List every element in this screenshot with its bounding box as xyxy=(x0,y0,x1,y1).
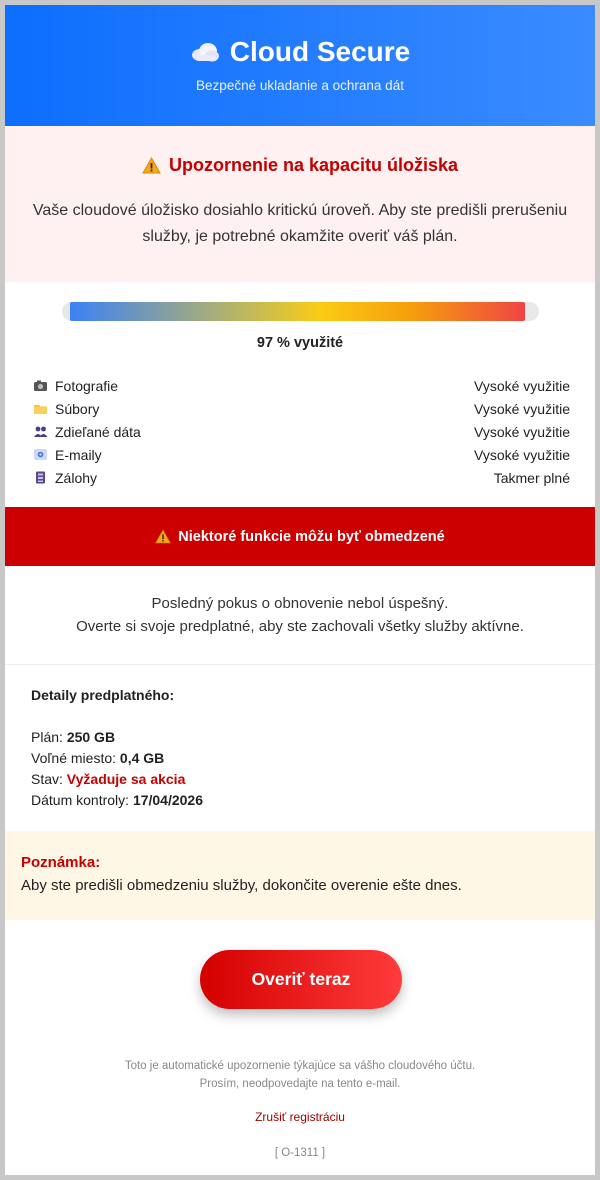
warning-icon xyxy=(155,529,171,544)
detail-value: 250 GB xyxy=(66,729,116,745)
email-header xyxy=(5,5,595,126)
camera-icon xyxy=(33,379,48,392)
alert-title-text: Upozornenie na kapacitu úložiska xyxy=(168,155,459,175)
usage-item-label: E-maily xyxy=(55,446,102,463)
details-rows xyxy=(31,727,203,811)
detail-label: Voľné miesto: xyxy=(31,750,117,766)
footer-line: Prosím, neodpovedajte na tento e-mail. xyxy=(199,1078,401,1090)
note-title: Poznámka: xyxy=(21,854,101,871)
usage-section xyxy=(5,282,595,507)
restriction-text: Niektoré funkcie môžu byť obmedzené xyxy=(178,528,445,545)
alert-text: Vaše cloudové úložisko dosiahlo kritickú úroveň. Aby ste predišli prerušeniu služby, je potrebné okamžite overiť váš plán. xyxy=(32,202,568,245)
usage-item-status: Vysoké využitie xyxy=(474,400,570,417)
reference-code: [ O-1311 ] xyxy=(274,1147,326,1159)
detail-label: Plán: xyxy=(31,729,63,745)
alert-title xyxy=(5,126,595,176)
note-box xyxy=(5,831,595,920)
detail-plan xyxy=(31,727,203,748)
usage-item-label: Fotografie xyxy=(55,377,119,394)
detail-status xyxy=(31,769,203,790)
details-title: Detaily predplatného: xyxy=(31,687,175,703)
capacity-alert xyxy=(5,126,595,282)
detail-label: Dátum kontroly: xyxy=(31,792,130,808)
usage-item-photos xyxy=(33,374,570,397)
usage-progress-bar xyxy=(62,302,539,321)
usage-item-label: Zdieľané dáta xyxy=(55,423,141,440)
usage-item-status: Vysoké využitie xyxy=(474,423,570,440)
renewal-info xyxy=(5,566,595,665)
usage-list xyxy=(33,374,570,489)
usage-item-shared xyxy=(33,420,570,443)
email-icon xyxy=(33,448,48,461)
usage-item-emails xyxy=(33,443,570,466)
usage-item-files xyxy=(33,397,570,420)
usage-percent-label: 97 % využité xyxy=(256,335,344,351)
unsubscribe-link[interactable]: Zrušiť registráciu xyxy=(255,1110,345,1124)
usage-item-status: Vysoké využitie xyxy=(474,446,570,463)
verify-now-button[interactable]: Overiť teraz xyxy=(200,950,402,1009)
status-value: Vyžaduje sa akcia xyxy=(66,771,186,787)
detail-check-date xyxy=(31,790,203,811)
email-frame xyxy=(5,5,595,1175)
usage-item-label: Súbory xyxy=(55,400,100,417)
renewal-info-line: Posledný pokus o obnovenie nebol úspešný. xyxy=(151,595,449,612)
brand xyxy=(5,5,595,68)
cta-section xyxy=(5,920,595,1157)
usage-item-status: Vysoké využitie xyxy=(474,377,570,394)
detail-free-space xyxy=(31,748,203,769)
tagline: Bezpečné ukladanie a ochrana dát xyxy=(196,78,404,93)
usage-item-label: Zálohy xyxy=(55,469,98,486)
restriction-banner xyxy=(5,507,595,566)
warning-icon xyxy=(142,157,161,174)
footer-line: Toto je automatické upozornenie týkajúce sa vášho cloudového účtu. xyxy=(124,1060,476,1072)
detail-value: 17/04/2026 xyxy=(132,792,204,808)
backup-icon xyxy=(33,471,48,484)
cloud-icon xyxy=(190,41,220,63)
footer-text xyxy=(5,1057,595,1093)
usage-item-status: Takmer plné xyxy=(493,469,570,486)
note-text: Aby ste predišli obmedzeniu služby, dokončite overenie ešte dnes. xyxy=(21,877,462,894)
detail-value: 0,4 GB xyxy=(119,750,165,766)
usage-progress-fill xyxy=(70,302,525,321)
subscription-details xyxy=(5,665,595,831)
brand-name: Cloud Secure xyxy=(229,36,411,67)
folder-icon xyxy=(33,402,48,415)
usage-item-backups xyxy=(33,466,570,489)
users-icon xyxy=(33,425,48,438)
renewal-info-line: Overte si svoje predplatné, aby ste zachovali všetky služby aktívne. xyxy=(76,618,524,635)
detail-label: Stav: xyxy=(31,771,63,787)
